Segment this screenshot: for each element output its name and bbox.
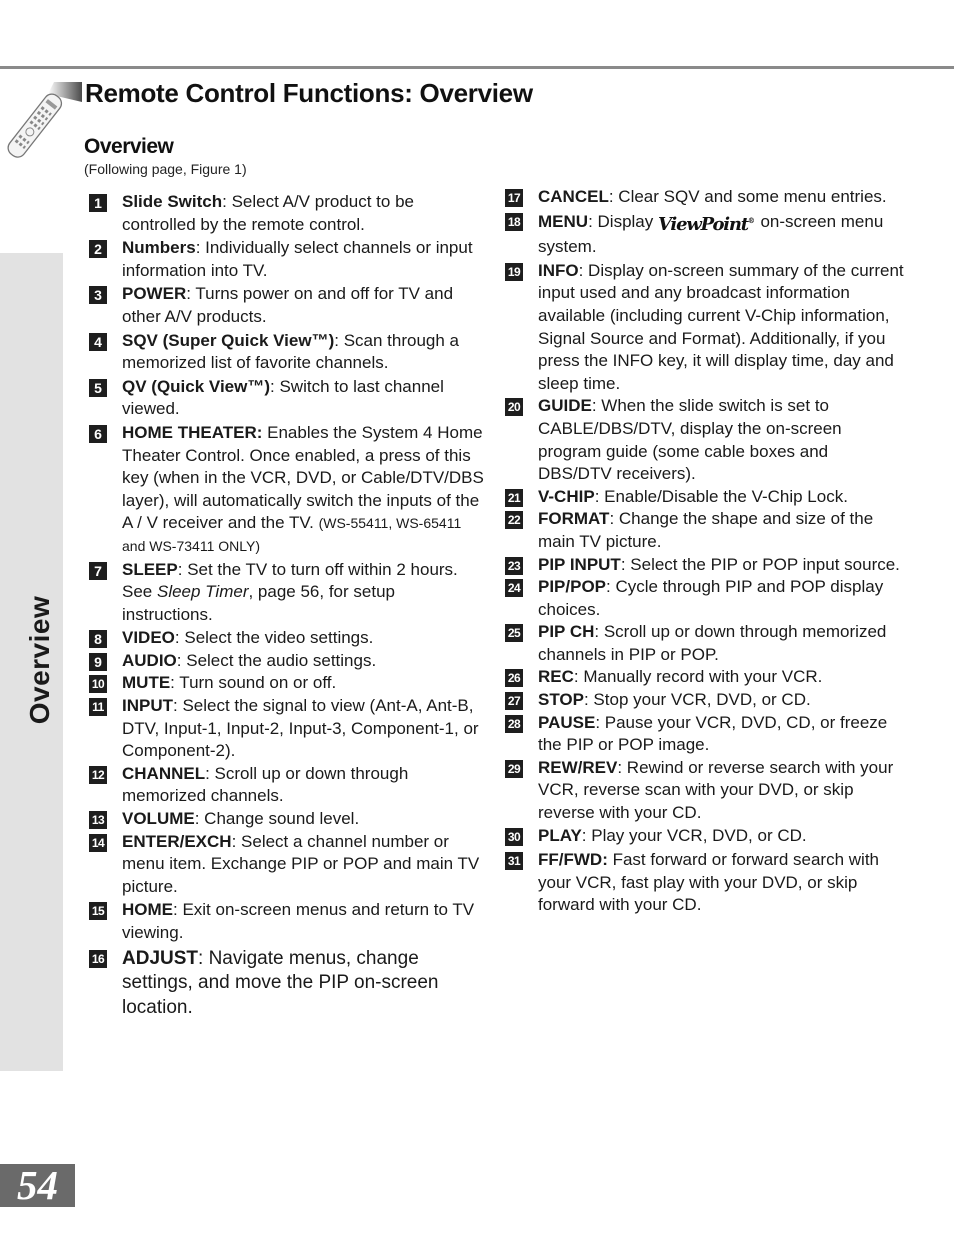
- item-term: STOP: [538, 690, 584, 710]
- item-number-badge: 10: [89, 675, 107, 693]
- item-term: MENU: [538, 211, 589, 231]
- item-term: HOME: [122, 900, 173, 920]
- item-term: INPUT: [122, 696, 173, 716]
- list-item: [89, 899, 484, 944]
- item-term: HOME THEATER:: [122, 422, 263, 442]
- remote-control-icon: [4, 80, 84, 162]
- item-term: Numbers: [122, 238, 196, 258]
- list-item: [505, 210, 905, 259]
- list-item: [505, 186, 905, 209]
- item-description: : Play your VCR, DVD, or CD.: [581, 825, 807, 845]
- list-item: [89, 283, 484, 328]
- page-number: 54: [0, 1164, 75, 1207]
- list-item: [89, 831, 484, 899]
- item-number-badge: 4: [89, 333, 107, 351]
- item-description: : Clear SQV and some menu entries.: [608, 187, 887, 206]
- list-item: [89, 330, 484, 375]
- list-item: [89, 422, 484, 558]
- list-item: [505, 825, 905, 848]
- list-item: [505, 576, 905, 621]
- item-description-continued: on-screen menu system.: [538, 211, 884, 257]
- item-number-badge: 16: [89, 950, 107, 968]
- item-term: PIP/POP: [538, 577, 607, 597]
- item-description: : Select a channel number or menu item. Exchange PIP or POP and main TV picture.: [122, 831, 480, 896]
- item-number-badge: 28: [505, 715, 523, 733]
- list-item: [505, 508, 905, 553]
- item-description: : Individually select channels or input information into TV.: [122, 238, 473, 280]
- item-description: Enables the System 4 Home Theater Control. Once enabled, a press of this key (when in the VCR, DVD, or Cable/DTV/DBS layer), will automatically switch the inputs of the A / V receiver and the TV.: [122, 422, 484, 533]
- item-description: : Select the PIP or POP input source.: [620, 554, 900, 574]
- item-number-badge: 31: [505, 852, 523, 870]
- item-term: MUTE: [122, 673, 171, 693]
- item-number-badge: 19: [505, 263, 523, 281]
- item-description: : Manually record with your VCR.: [573, 667, 823, 687]
- item-number-badge: 3: [89, 286, 107, 304]
- item-term: REC: [538, 667, 574, 687]
- item-number-badge: 7: [89, 562, 107, 580]
- item-term: PAUSE: [538, 712, 596, 732]
- item-number-badge: 27: [505, 692, 523, 710]
- item-description: : Select A/V product to be controlled by the remote control.: [122, 192, 414, 234]
- item-number-badge: 29: [505, 760, 523, 778]
- list-item: [505, 486, 905, 509]
- item-number-badge: 14: [89, 834, 107, 852]
- item-description: : Change sound level.: [194, 809, 360, 829]
- item-description: : Rewind or reverse search with your VCR, reverse scan with your DVD, or skip reverse with your CD.: [538, 757, 894, 823]
- item-term: PLAY: [538, 825, 582, 845]
- list-item: [89, 559, 484, 627]
- list-item: [505, 689, 905, 712]
- left-column: [89, 191, 484, 1021]
- item-number-badge: 5: [89, 379, 107, 397]
- figure-reference: (Following page, Figure 1): [84, 161, 247, 177]
- item-description: : Stop your VCR, DVD, or CD.: [583, 690, 811, 710]
- item-number-badge: 1: [89, 194, 107, 212]
- item-term: V-CHIP: [538, 486, 595, 506]
- item-number-badge: 2: [89, 240, 107, 258]
- item-term: SQV (Super Quick View™): [122, 330, 335, 350]
- item-term: PIP INPUT: [538, 554, 621, 574]
- list-item: [89, 763, 484, 808]
- item-term: REW/REV: [538, 757, 618, 777]
- item-term: VOLUME: [122, 809, 195, 829]
- item-term: AUDIO: [122, 650, 177, 670]
- item-description: : Scroll up or down through memorized channels in PIP or POP.: [538, 622, 887, 664]
- item-number-badge: 9: [89, 653, 107, 671]
- list-item: [89, 808, 484, 831]
- list-item: [505, 395, 905, 485]
- side-tab-label: Overview: [24, 595, 55, 725]
- item-term: INFO: [538, 260, 579, 280]
- item-description: : Select the signal to view (Ant-A, Ant-B, DTV, Input-1, Input-2, Input-3, Component-1, or Component-2).: [122, 696, 479, 761]
- item-number-badge: 25: [505, 624, 523, 642]
- item-term: POWER: [122, 284, 187, 304]
- item-description: : Change the shape and size of the main TV picture.: [538, 509, 874, 551]
- item-description: : Select the video settings.: [174, 628, 374, 648]
- item-term: FORMAT: [538, 509, 610, 529]
- page-title: Remote Control Functions: Overview: [85, 78, 533, 108]
- item-description: : Turns power on and off for TV and other A/V products.: [122, 284, 454, 326]
- item-number-badge: 15: [89, 902, 107, 920]
- item-term: QV (Quick View™): [122, 376, 271, 396]
- item-description: : Scroll up or down through memorized channels.: [122, 763, 409, 806]
- item-term: FF/FWD:: [538, 850, 608, 870]
- list-item: [89, 695, 484, 763]
- item-term: CHANNEL: [122, 763, 206, 783]
- top-rule: [0, 66, 954, 69]
- list-item: [505, 554, 905, 577]
- item-number-badge: 20: [505, 398, 523, 416]
- list-item: [89, 376, 484, 421]
- list-item: [89, 237, 484, 282]
- list-item: [505, 757, 905, 825]
- item-number-badge: 13: [89, 811, 107, 829]
- item-description: : Switch to last channel viewed.: [122, 376, 444, 419]
- item-description: : Scan through a memorized list of favorite channels.: [122, 330, 460, 373]
- item-description: : Select the audio settings.: [176, 650, 377, 670]
- item-term: ENTER/EXCH: [122, 831, 232, 851]
- list-item: [505, 849, 905, 917]
- item-number-badge: 6: [89, 425, 107, 443]
- list-item: [505, 260, 905, 396]
- section-heading: Overview: [84, 135, 174, 158]
- item-number-badge: 21: [505, 489, 523, 507]
- item-description: : Exit on-screen menus and return to TV viewing.: [122, 900, 475, 942]
- item-description: : Pause your VCR, DVD, CD, or freeze the PIP or POP image.: [538, 712, 888, 755]
- item-description: : Set the TV to turn off within 2 hours. See: [122, 559, 458, 602]
- list-item: [505, 712, 905, 757]
- item-description: : Navigate menus, change settings, and move the PIP on-screen location.: [122, 947, 439, 1019]
- item-description: : Display on-screen summary of the current input used and any broadcast information available (including current V-Chip information, Signal Source and Format). Additionally, if you press the INFO key, it will display time, day and sleep time.: [538, 260, 904, 393]
- item-number-badge: 17: [505, 189, 523, 207]
- item-number-badge: 24: [505, 579, 523, 597]
- list-item: [505, 621, 905, 666]
- item-term: SLEEP: [122, 559, 178, 579]
- item-term: PIP CH: [538, 622, 595, 642]
- item-number-badge: 23: [505, 557, 523, 575]
- right-column: [505, 186, 905, 917]
- item-term: ADJUST: [122, 947, 199, 969]
- item-number-badge: 26: [505, 669, 523, 687]
- item-number-badge: 22: [505, 511, 523, 529]
- item-term: Slide Switch: [122, 192, 223, 211]
- item-description-continued: , page 56, for setup instructions.: [122, 582, 395, 624]
- item-description: : Enable/Disable the V-Chip Lock.: [594, 486, 848, 506]
- item-description: : Cycle through PIP and POP display choices.: [538, 577, 884, 619]
- list-item: [505, 666, 905, 689]
- item-description: : When the slide switch is set to CABLE/DBS/DTV, display the on-screen program guide (some cable boxes and DBS/DTV receivers).: [538, 396, 842, 484]
- list-item: [89, 191, 484, 236]
- viewpoint-logo-icon: ViewPoint®: [657, 213, 754, 235]
- item-number-badge: 8: [89, 630, 107, 648]
- model-note: (WS-55411, WS-65411 and WS-73411 ONLY): [122, 515, 462, 554]
- item-term: VIDEO: [122, 628, 175, 648]
- item-number-badge: 11: [89, 698, 107, 716]
- list-item: [89, 650, 484, 673]
- item-term: CANCEL: [538, 187, 609, 206]
- list-item: [89, 672, 484, 695]
- item-description: : Turn sound on or off.: [170, 673, 337, 693]
- list-item: [89, 627, 484, 650]
- item-number-badge: 30: [505, 828, 523, 846]
- item-description: Fast forward or forward search with your VCR, fast play with your DVD, or skip forward with your CD.: [538, 850, 880, 915]
- item-number-badge: 12: [89, 766, 107, 784]
- item-description: : Display: [588, 211, 658, 231]
- list-item: [89, 947, 484, 1021]
- item-term: GUIDE: [538, 396, 592, 416]
- item-number-badge: 18: [505, 213, 523, 231]
- item-reference: Sleep Timer: [156, 582, 249, 602]
